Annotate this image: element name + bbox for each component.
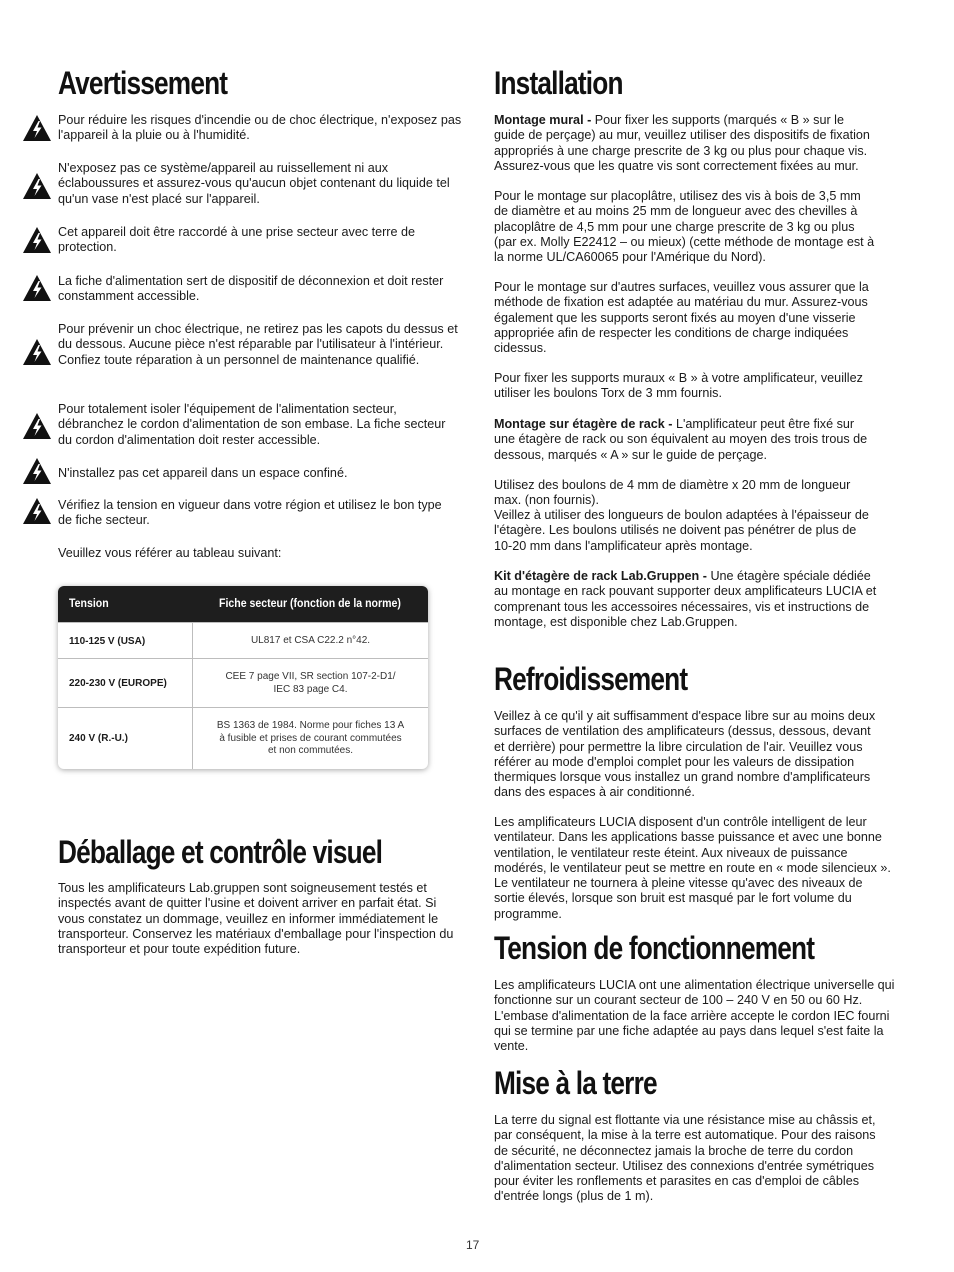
lead-montage-etagere: Montage sur étagère de rack - (494, 417, 673, 431)
lead-kit-etagere: Kit d'étagère de rack Lab.Gruppen - (494, 569, 707, 583)
warning-text-3: Cet appareil doit être raccordé à une prise secteur avec terre de protection. (58, 225, 416, 255)
electric-hazard-icon (22, 412, 52, 440)
header-fiche: Fiche secteur (fonction de la norme) (219, 596, 401, 610)
heading-refroidissement: Refroidissement (494, 661, 688, 697)
lead-montage-mural: Montage mural - (494, 113, 592, 127)
electric-hazard-icon (22, 114, 52, 142)
table-row (58, 622, 428, 659)
refroidissement-text-2: Les amplificateurs LUCIA disposent d'un contrôle intelligent de leur ventilateur. Dans les applications basse puissance et avec une bonne ventilation, le ventilateur reste éteint. Aux niveaux de puissance modérés, le ventilateur peut se mettre en route en « mode silencieux ». Le ventilateur ne tournera à pleine vitesse qu'avec des niveaux de sortie élevés, lorsque son bruit est masqué par le fort volume du programme. (494, 815, 891, 921)
refroidissement-text-1: Veillez à ce qu'il y ait suffisamment d'espace libre sur au moins deux surfaces de ventilation des amplificateurs (dessus, dessous, devant et derrière) pour permettre la libre circulation de l'air. Veuillez vous référer au mode d'emploi complet pour les valeurs de dissipation thermiques lorsque vous installez un grand nombre d'amplificateurs dans des espaces à air conditionné. (494, 709, 876, 800)
warning-text-2: N'exposez pas ce système/appareil au ruissellement ni aux éclaboussures et assurez-vous qu'aucun objet contenant du liquide tel qu'un vase n'est placé sur l'appareil. (58, 161, 450, 206)
installation-supports: Pour fixer les supports muraux « B » à votre amplificateur, veuillez utiliser les boulons Torx de 3 mm fournis. (494, 371, 863, 401)
electric-hazard-icon (22, 226, 52, 254)
cell-tension: 110-125 V (USA) (69, 636, 146, 647)
warning-text-4: La fiche d'alimentation sert de dispositif de déconnexion et doit rester constamment accessible. (58, 274, 444, 304)
warning-text-5: Pour prévenir un choc électrique, ne retirez pas les capots du dessus et du dessous. Aucune pièce n'est réparable par l'utilisateur à l'intérieur. Confiez toute réparation à un personnel de maintenance qualifié. (58, 322, 458, 367)
deballage-text: Tous les amplificateurs Lab.gruppen sont soigneusement testés et inspectés avant de quitter l'usine et doivent arriver en parfait état. Si vous constatez un dommage, veuillez en informer immédiatement le transporteur. Conservez les matériaux d'emballage pour l'inspection du transporteur et pour toute expédition future. (58, 881, 454, 957)
electric-hazard-icon (22, 457, 52, 485)
installation-placoplatre: Pour le montage sur placoplâtre, utilisez des vis à bois de 3,5 mm de diamètre et au moins 25 mm de longueur avec des chevilles à placoplâtre de 4,5 mm pour une charge prescrite de 3 kg ou plus (par ex. Molly E22412 – ou mieux) (cette méthode de montage est à la norme UL/CA60065 pour l'Amérique du Nord). (494, 189, 875, 265)
installation-montage-etagere: Montage sur étagère de rack - L'amplificateur peut être fixé sur une étagère de rack ou son équivalent au moyen des trois trous de dessous, marqués « A » sur le guide de perçage. (494, 417, 868, 462)
cell-fiche: CEE 7 page VII, SR section 107-2-D1/ IEC 83 page C4. (225, 670, 396, 695)
tension-text: Les amplificateurs LUCIA ont une alimentation électrique universelle qui fonctionne sur un courant secteur de 100 – 240 V en 50 ou 60 Hz. L'embase d'alimentation de la face arrière accepte le cordon IEC fourni qui se termine par une fiche adaptée au pays dans lequel s'est faite la vente. (494, 978, 895, 1054)
electric-hazard-icon (22, 497, 52, 525)
page-number: 17 (466, 1238, 480, 1252)
warning-text-7: N'installez pas cet appareil dans un espace confiné. (58, 466, 348, 480)
electric-hazard-icon (22, 338, 52, 366)
table-row (58, 707, 428, 769)
warning-text-1: Pour réduire les risques d'incendie ou de choc électrique, n'exposez pas l'appareil à la pluie ou à l'humidité. (58, 113, 462, 143)
installation-autres-surfaces: Pour le montage sur d'autres surfaces, veuillez vous assurer que la méthode de fixation est adaptée au matériau du mur. Assurez-vous également que les supports seront fixés au moyen d'une visserie appropriée afin de respecter les conditions de charge indiquées cidessus. (494, 280, 869, 356)
electric-hazard-icon (22, 172, 52, 200)
installation-kit: Kit d'étagère de rack Lab.Gruppen - Une étagère spéciale dédiée au montage en rack pouvant supporter deux amplificateurs LUCIA et comprenant tous les accessoires nécessaires, vis et instructions de montage, est disponible chez Lab.Gruppen. (494, 569, 877, 629)
installation-montage-mural: Montage mural - Pour fixer les supports (marqués « B » sur le guide de perçage) au mur, veuillez utiliser des dispositifs de fixation appropriés à une charge prescrite de 3 kg ou plus pour chaque vis. Assurez-vous que les quatre vis sont correctement fixées au mur. (494, 113, 870, 173)
cell-fiche: UL817 et CSA C22.2 n°42. (250, 634, 371, 646)
heading-installation: Installation (494, 65, 623, 101)
installation-boulons: Utilisez des boulons de 4 mm de diamètre x 20 mm de longueur max. (non fournis). (494, 478, 851, 508)
cell-tension: 220-230 V (EUROPE) (69, 678, 167, 689)
heading-avertissement: Avertissement (58, 65, 228, 101)
heading-deballage: Déballage et contrôle visuel (58, 834, 383, 870)
table-row (58, 658, 428, 708)
table-intro: Veuillez vous référer au tableau suivant: (58, 546, 282, 560)
cell-fiche: BS 1363 de 1984. Norme pour fiches 13 A à fusible et prises de courant commutées et non commutées. (216, 719, 405, 757)
cell-tension: 240 V (R.-U.) (69, 733, 128, 744)
warning-text-6: Pour totalement isoler l'équipement de l'alimentation secteur, débranchez le cordon d'alimentation de son embase. La fiche secteur du cordon d'alimentation doit rester accessible. (58, 402, 446, 447)
warning-text-8: Vérifiez la tension en vigueur dans votre région et utilisez le bon type de fiche secteur. (58, 498, 442, 528)
electric-hazard-icon (22, 274, 52, 302)
terre-text: La terre du signal est flottante via une résistance mise au châssis et, par conséquent, la mise à la terre est automatique. Pour des raisons de sécurité, ne déconnectez jamais la broche de terre du cordon d'alimentation secteur. Utilisez des connexions d'entrée symétriques pour éviter les ronflements et parasites en cas d'emploi de câbles d'entrée longs (plus de 1 m). (494, 1113, 876, 1204)
heading-tension: Tension de fonctionnement (494, 930, 815, 966)
heading-terre: Mise à la terre (494, 1065, 657, 1101)
table-header (58, 586, 428, 622)
header-tension: Tension (69, 596, 109, 610)
voltage-plug-table (58, 586, 428, 769)
installation-longueurs: Veillez à utiliser des longueurs de boulon adaptées à l'épaisseur de l'étagère. Les boulons utilisés ne doivent pas pénétrer de plus de 10-20 mm dans l'amplificateur après montage. (494, 508, 869, 553)
